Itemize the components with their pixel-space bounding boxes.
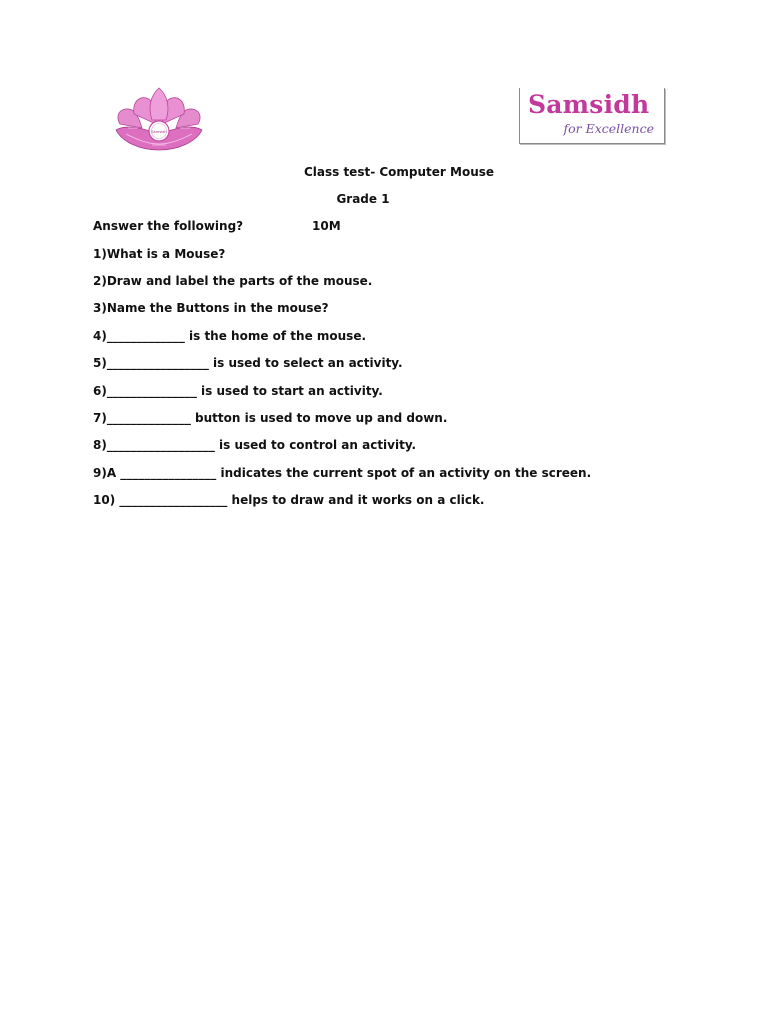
question-item: 7)______________ button is used to move up and down.: [93, 411, 448, 425]
question-item: 6)_______________ is used to start an activity.: [93, 384, 383, 398]
question-item: 4)_____________ is the home of the mouse.: [93, 329, 367, 343]
question-item: 9)A ________________ indicates the current spot of an activity on the screen.: [93, 466, 592, 480]
question-item: 10) __________________ helps to draw and it works on a click.: [93, 493, 485, 507]
question-item: 5)_________________ is used to select an activity.: [93, 356, 403, 370]
lotus-logo-text: Samsidh: [151, 130, 167, 134]
grade-label: Grade 1: [336, 192, 390, 206]
brand-tagline: for Excellence: [563, 121, 654, 136]
samsidh-brand-logo: [519, 88, 665, 144]
instructions-label: Answer the following?: [93, 219, 244, 233]
question-item: 8)__________________ is used to control an activity.: [93, 438, 417, 452]
question-item: 3)Name the Buttons in the mouse?: [93, 301, 329, 315]
marks-label: 10M: [312, 219, 341, 233]
lotus-flower-icon: [112, 84, 206, 154]
question-item: 1)What is a Mouse?: [93, 247, 226, 261]
question-item: 2)Draw and label the parts of the mouse.: [93, 274, 373, 288]
document-title: Class test- Computer Mouse: [303, 165, 495, 179]
brand-name: Samsidh: [528, 90, 650, 119]
